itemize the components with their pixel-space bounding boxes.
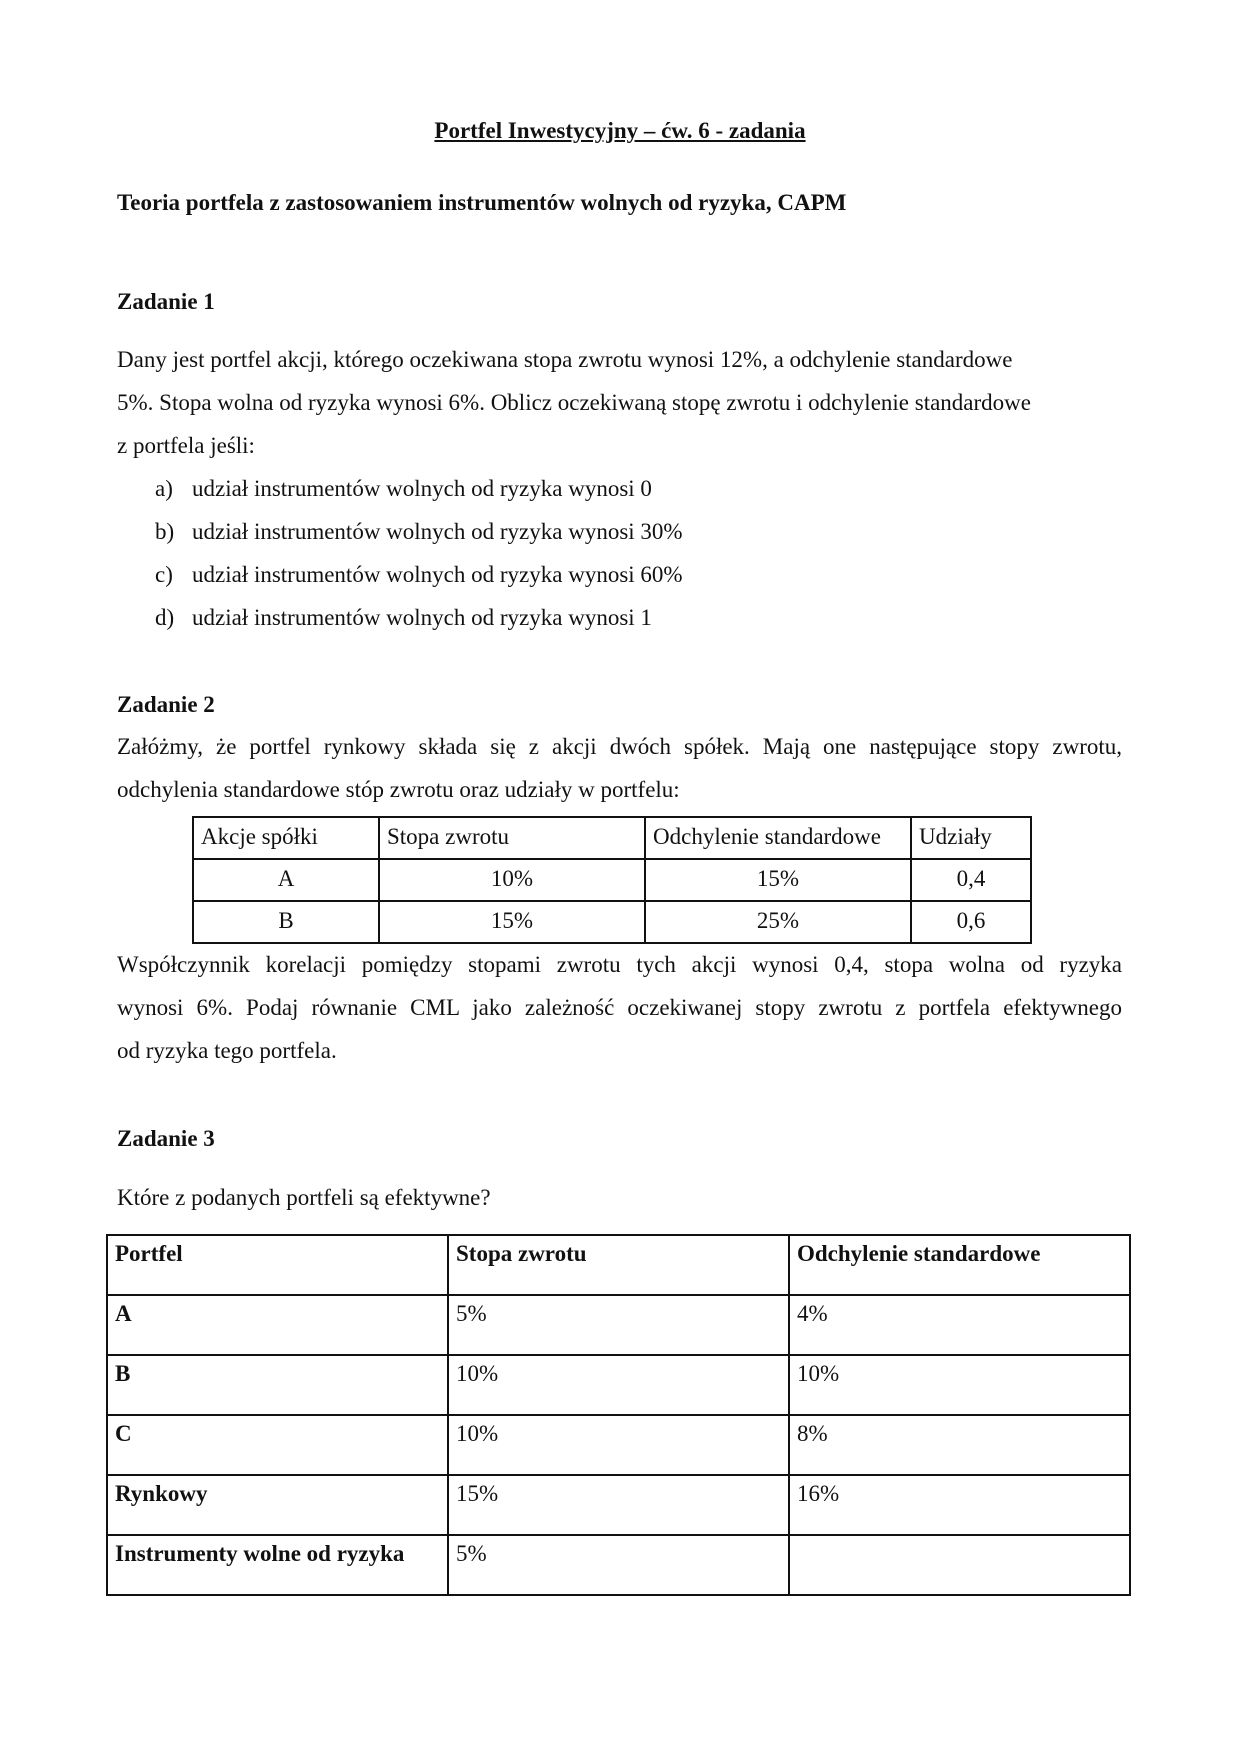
- table-header-cell: Udziały: [911, 817, 1031, 859]
- table-header-cell: Portfel: [107, 1235, 448, 1295]
- task1-line: 5%. Stopa wolna od ryzyka wynosi 6%. Oblicz oczekiwaną stopę zwrotu i odchylenie standardowe: [117, 390, 1031, 415]
- table-cell: 15%: [645, 859, 911, 901]
- table-row: [107, 1415, 1130, 1475]
- task2-outro-line: od ryzyka tego portfela.: [117, 1038, 337, 1063]
- table-row: [193, 901, 1031, 943]
- table-cell: C: [107, 1415, 448, 1475]
- list-item: [155, 467, 683, 510]
- table-cell: Rynkowy: [107, 1475, 448, 1535]
- list-item: [155, 596, 683, 639]
- task2-intro: [117, 725, 1122, 811]
- table-cell: A: [193, 859, 379, 901]
- table-cell: 0,6: [911, 901, 1031, 943]
- task1-line: z portfela jeśli:: [117, 433, 255, 458]
- task2-intro-line: Załóżmy, że portfel rynkowy składa się z akcji dwóch spółek. Mają one następujące stopy zwrotu,: [117, 734, 1122, 759]
- table-cell: [789, 1535, 1130, 1595]
- task2-table: [192, 816, 1032, 944]
- table-header-cell: Odchylenie standardowe: [789, 1235, 1130, 1295]
- task1-list: [155, 467, 683, 639]
- table-cell: B: [107, 1355, 448, 1415]
- list-item-text: udział instrumentów wolnych od ryzyka wynosi 30%: [192, 519, 683, 544]
- document-subtitle: Teoria portfela z zastosowaniem instrumentów wolnych od ryzyka, CAPM: [117, 190, 847, 215]
- table-header-cell: Stopa zwrotu: [448, 1235, 789, 1295]
- list-marker: c): [155, 562, 173, 587]
- table-cell: Instrumenty wolne od ryzyka: [107, 1535, 448, 1595]
- table-row: [107, 1535, 1130, 1595]
- table-cell: 0,4: [911, 859, 1031, 901]
- task1-paragraph: [117, 338, 1031, 467]
- task2-outro-line: Współczynnik korelacji pomiędzy stopami zwrotu tych akcji wynosi 0,4, stopa wolna od ryzyka: [117, 952, 1122, 977]
- table-cell: 5%: [448, 1295, 789, 1355]
- list-item-text: udział instrumentów wolnych od ryzyka wynosi 60%: [192, 562, 683, 587]
- table-cell: 10%: [448, 1355, 789, 1415]
- list-item: [155, 553, 683, 596]
- task2-outro: [117, 943, 1122, 1072]
- task1-heading: Zadanie 1: [117, 289, 215, 314]
- table-header-row: [107, 1235, 1130, 1295]
- document-title: Portfel Inwestycyjny – ćw. 6 - zadania: [434, 118, 806, 143]
- table-cell: 10%: [448, 1415, 789, 1475]
- list-marker: a): [155, 476, 173, 501]
- table-cell: 10%: [379, 859, 645, 901]
- table-header-cell: Stopa zwrotu: [379, 817, 645, 859]
- table-cell: 15%: [448, 1475, 789, 1535]
- table-cell: 16%: [789, 1475, 1130, 1535]
- table-cell: 4%: [789, 1295, 1130, 1355]
- table-cell: 5%: [448, 1535, 789, 1595]
- task2-intro-line: odchylenia standardowe stóp zwrotu oraz udziały w portfelu:: [117, 777, 680, 802]
- table-cell: B: [193, 901, 379, 943]
- list-marker: b): [155, 519, 175, 544]
- list-item: [155, 510, 683, 553]
- task3-question: Które z podanych portfeli są efektywne?: [117, 1185, 491, 1210]
- task2-outro-line: wynosi 6%. Podaj równanie CML jako zależność oczekiwanej stopy zwrotu z portfela efektywnego: [117, 995, 1122, 1020]
- table-header-row: [193, 817, 1031, 859]
- table-row: [107, 1475, 1130, 1535]
- table-header-cell: Odchylenie standardowe: [645, 817, 911, 859]
- task1-line: Dany jest portfel akcji, którego oczekiwana stopa zwrotu wynosi 12%, a odchylenie standardowe: [117, 347, 1013, 372]
- list-item-text: udział instrumentów wolnych od ryzyka wynosi 1: [192, 605, 652, 630]
- table-header-cell: Akcje spółki: [193, 817, 379, 859]
- table-row: [107, 1355, 1130, 1415]
- task2-heading: Zadanie 2: [117, 692, 215, 717]
- table-row: [107, 1295, 1130, 1355]
- task3-heading: Zadanie 3: [117, 1126, 215, 1151]
- list-item-text: udział instrumentów wolnych od ryzyka wynosi 0: [192, 476, 652, 501]
- table-cell: 8%: [789, 1415, 1130, 1475]
- task3-table: [106, 1234, 1131, 1596]
- table-cell: 15%: [379, 901, 645, 943]
- table-cell: A: [107, 1295, 448, 1355]
- table-cell: 25%: [645, 901, 911, 943]
- list-marker: d): [155, 605, 175, 630]
- table-cell: 10%: [789, 1355, 1130, 1415]
- table-row: [193, 859, 1031, 901]
